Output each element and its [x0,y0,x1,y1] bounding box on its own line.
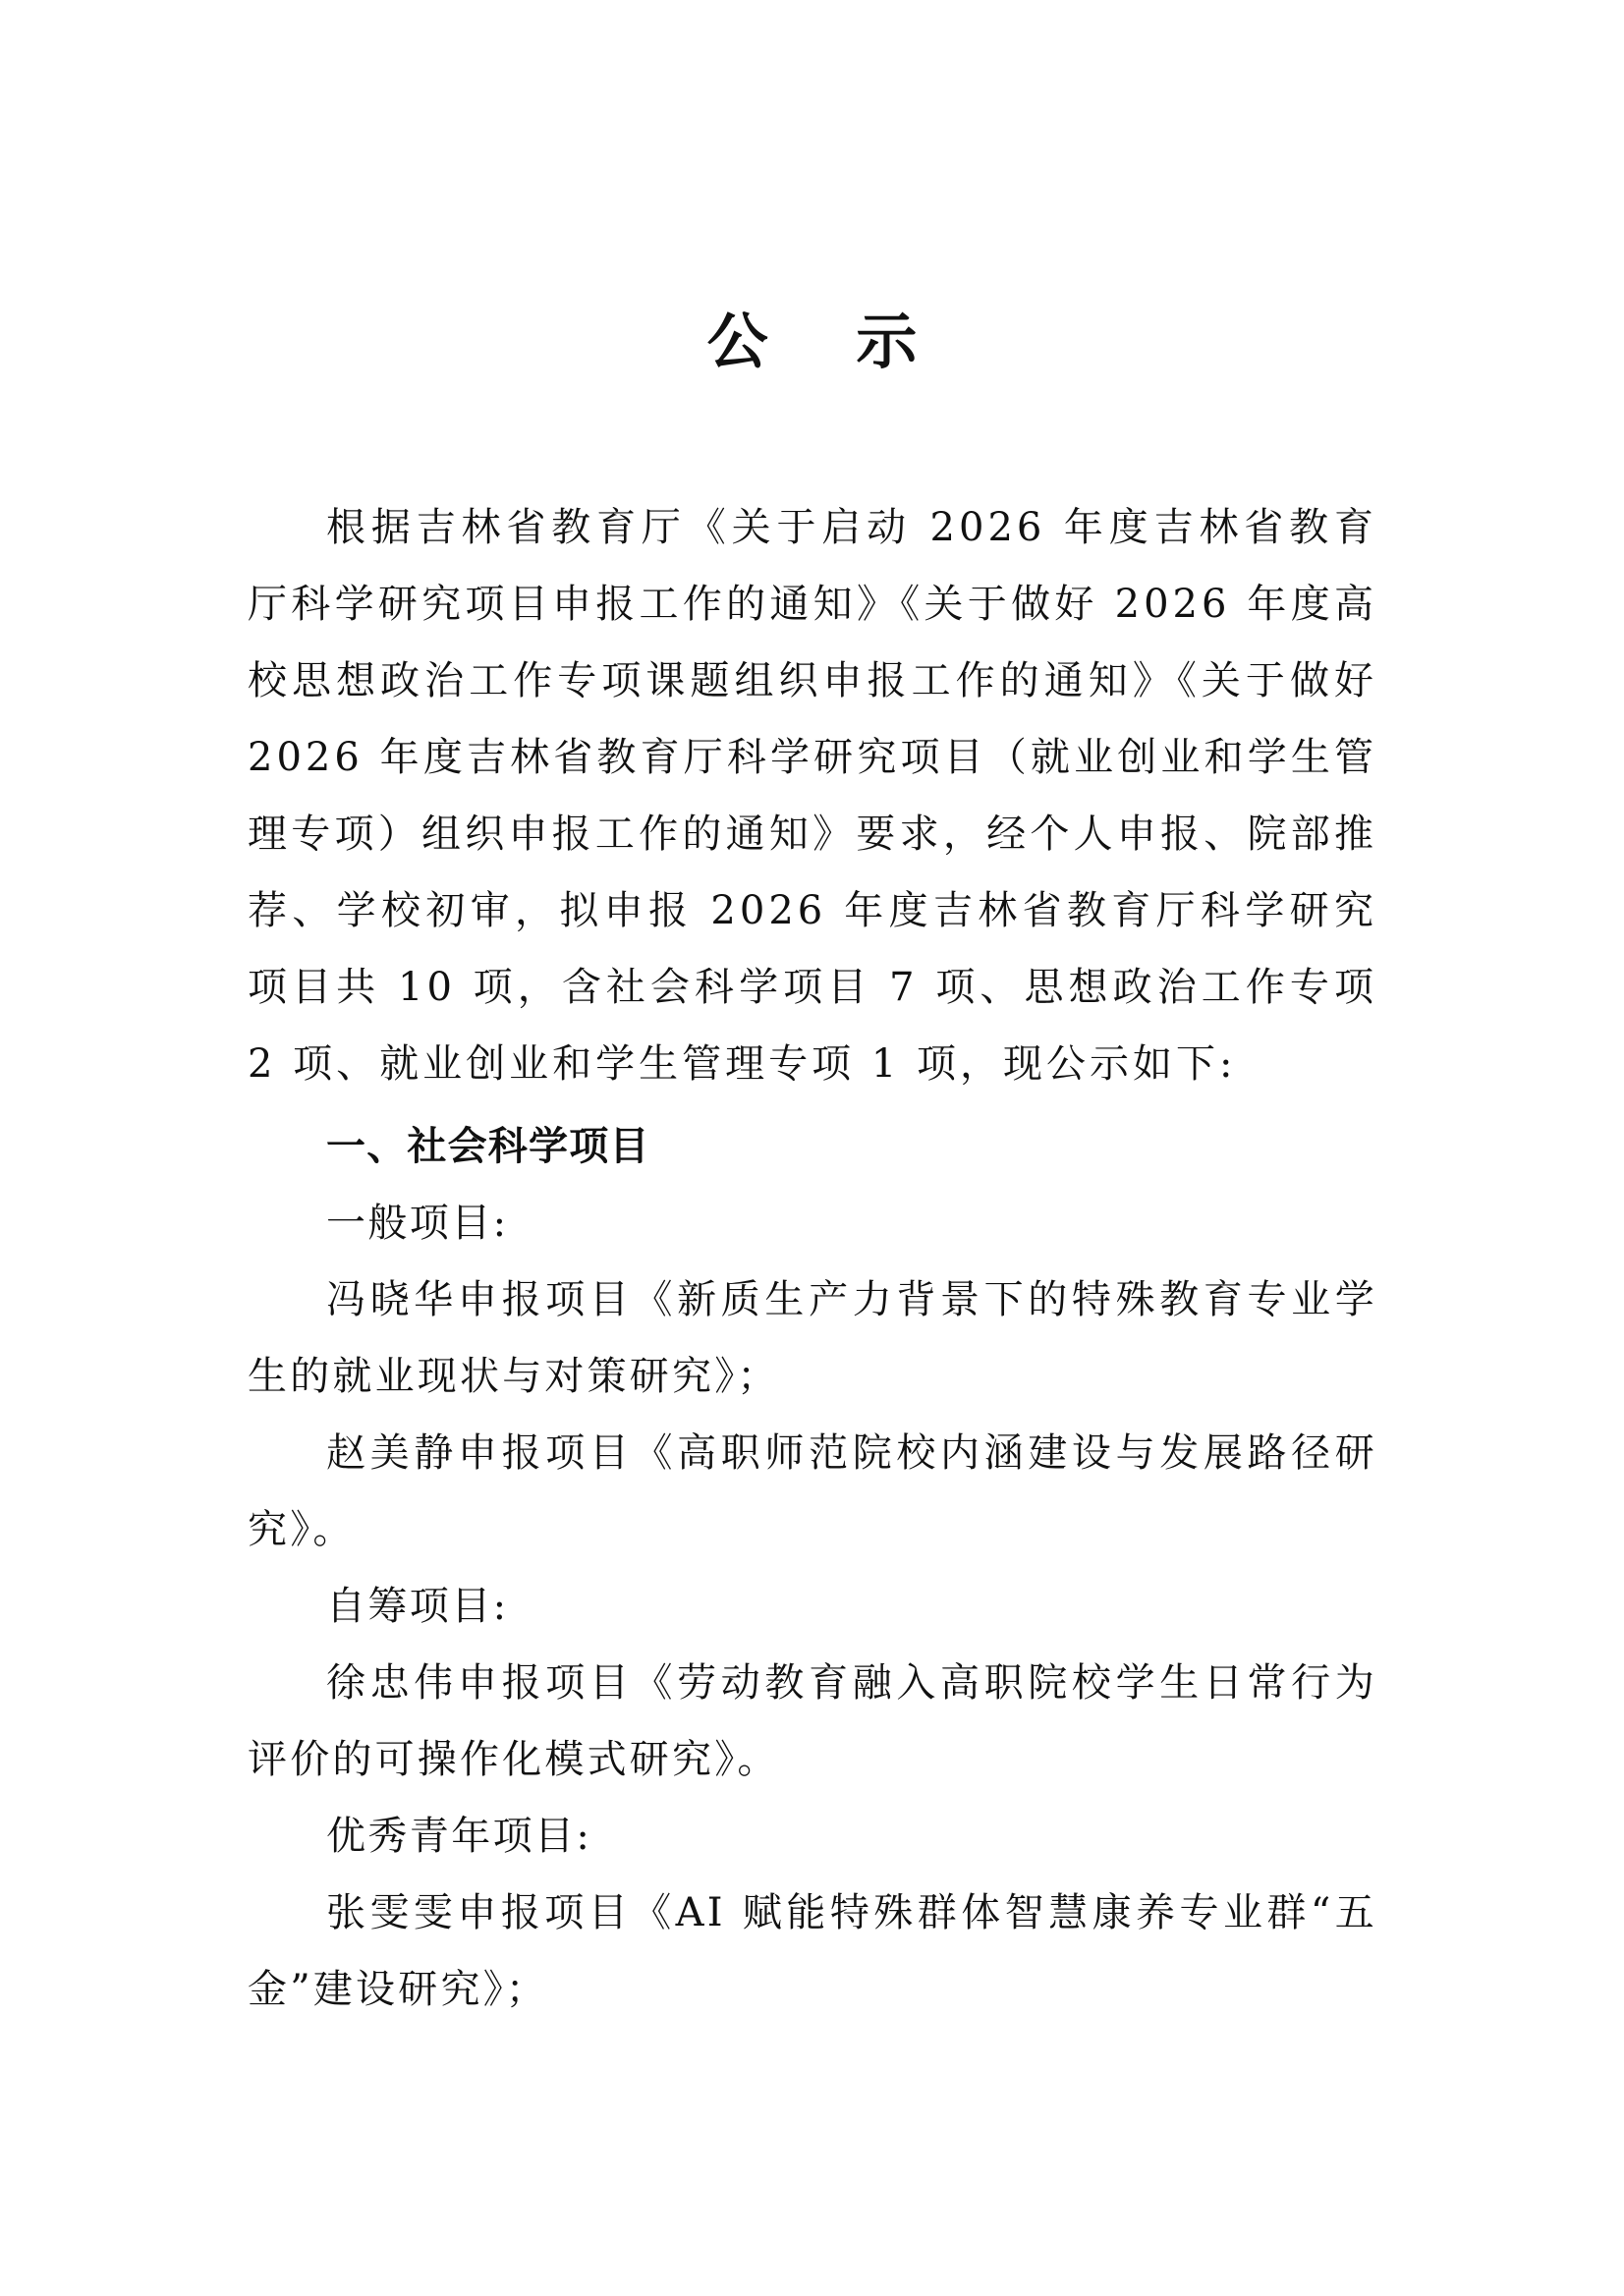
self-funded-projects-label: 自筹项目: [326,1584,509,1629]
youth-project-item: 张雯雯申报项目《AI 赋能特殊群体智慧康养专业群“五金”建设研究》； [248,1890,1377,2012]
document-body [248,489,1377,2028]
general-project-item: 赵美静申报项目《高职师范院校内涵建设与发展路径研究》。 [248,1430,1377,1552]
general-projects-label: 一般项目: [326,1201,509,1246]
document-title: 公 示 [706,306,951,377]
section-heading-social-science: 一、社会科学项目 [326,1124,650,1169]
intro-paragraph: 根据吉林省教育厅《关于启动 2026 年度吉林省教育厅科学研究项目申报工作的通知》《关于做好 2026 年度高校思想政治工作专项课题组织申报工作的通知》《关于做好 2026 年度吉林省教育厅科学研究项目（就业创业和学生管理专项）组织申报工作的通知》要求，经个人申报、院部推荐、学校初审，拟申报 2026 年度吉林省教育厅科学研究项目共 10 项，含社会科学项目 7 项、思想政治工作专项 2 项、就业创业和学生管理专项 1 项，现公示如下: [248,505,1377,1087]
general-project-item: 冯晓华申报项目《新质生产力背景下的特殊教育专业学生的就业现状与对策研究》； [248,1277,1377,1399]
self-funded-project-item: 徐忠伟申报项目《劳动教育融入高职院校学生日常行为评价的可操作化模式研究》。 [248,1660,1377,1782]
youth-projects-label: 优秀青年项目: [326,1814,592,1859]
